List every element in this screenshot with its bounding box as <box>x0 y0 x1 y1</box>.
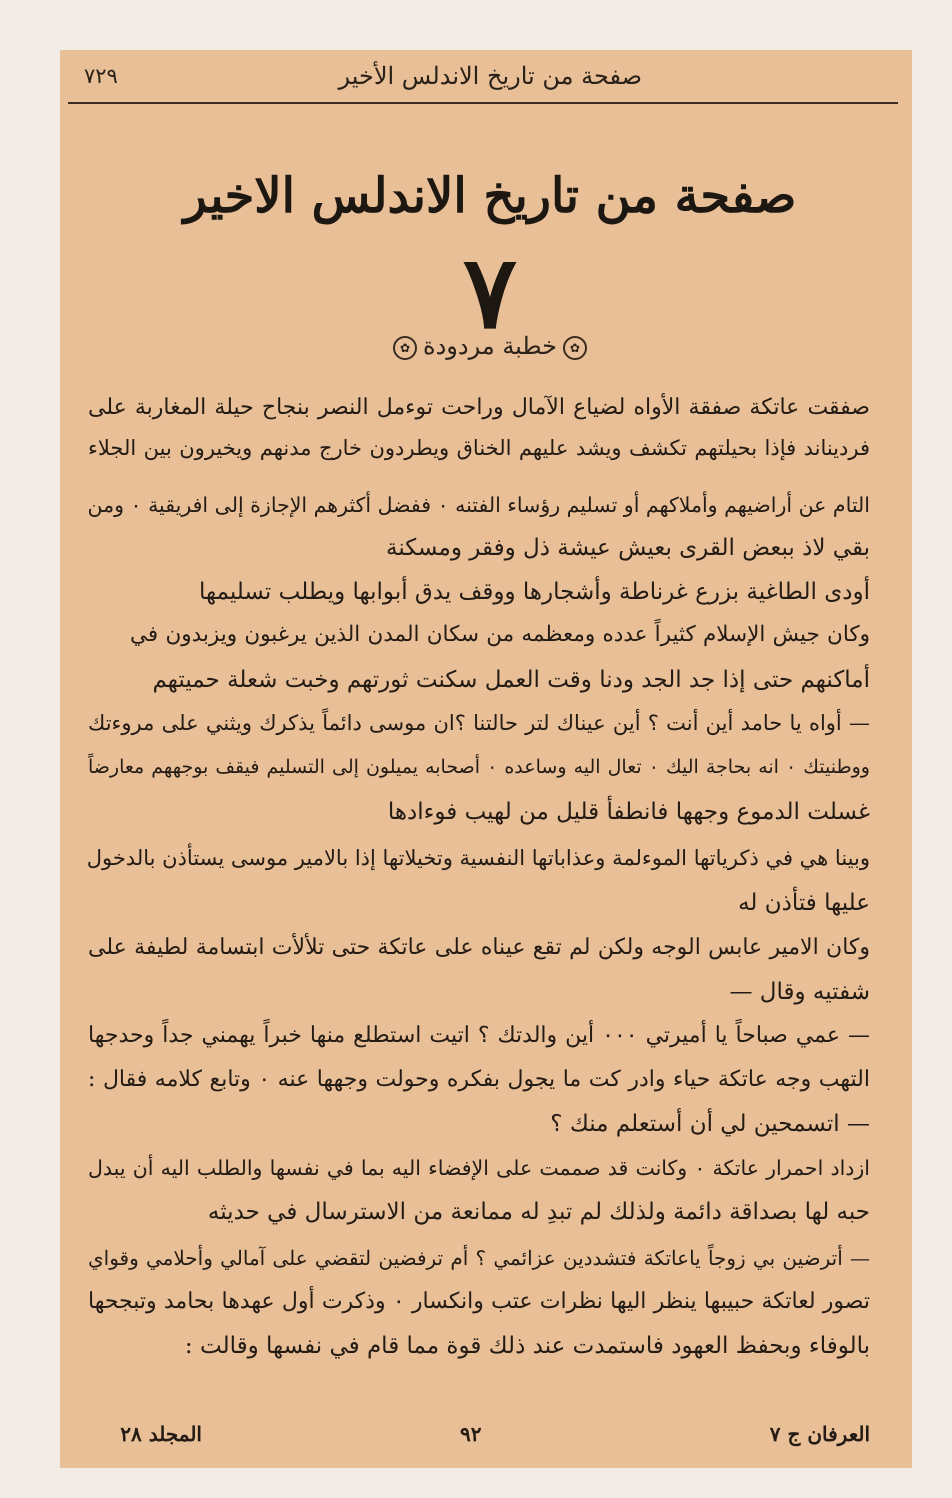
text-line: وكان جيش الإسلام كثيراً عدده ومعظمه من سكان المدن الذين يرغبون ويزبدون في <box>130 622 870 647</box>
magazine-page <box>60 50 912 1468</box>
text-line: ووطنيتك ٠ انه بحاجة اليك ٠ تعال اليه وساعده ٠ أصحابه يميلون إلى التسليم فيقف بوجههم معارضاً <box>88 756 870 778</box>
text-line: صفقت عاتكة صفقة الأواه لضياع الآمال وراحت توءمل النصر بنجاح حيلة المغاربة على <box>88 395 870 420</box>
page-header <box>60 50 912 102</box>
flower-ornament-icon: ✿ <box>563 336 587 360</box>
text-line: — أواه يا حامد أين أنت ؟ أين عيناك لتر حالتنا ؟ان موسى دائماً يذكرك ويثني على مروءتك <box>88 711 870 735</box>
text-line: شفتيه وقال — <box>729 979 870 1005</box>
text-line: غسلت الدموع وجهها فانطفأ قليل من لهيب فوءادها <box>387 799 870 825</box>
text-line: فرديناند فإذا بحيلتهم تكشف ويشد عليهم الخناق ويطردون خارج مدنهم ويخيرون بين الجلاء <box>88 436 870 460</box>
flower-ornament-icon: ✿ <box>393 336 417 360</box>
text-line: التام عن أراضيهم وأملاكهم أو تسليم رؤساء الفتنه ٠ ففضل أكثرهم الإجازة إلى افريقية ٠ ومن <box>87 493 870 517</box>
footer-page-number: ٩٢ <box>460 1422 482 1446</box>
footer-volume: المجلد ٢٨ <box>120 1422 202 1446</box>
text-line: — عمي صباحاً يا أميرتي ٠٠٠ أين والدتك ؟ اتيت استطلع منها خبراً يهمني جداً وحدجها <box>88 1023 871 1048</box>
text-line: حبه لها بصداقة دائمة ولذلك لم تبدِ له ممانعة من الاسترسال في حديثه <box>207 1199 870 1225</box>
text-line: بقي لاذ ببعض القرى بعيش عيشة ذل وفقر ومسكنة <box>386 535 870 561</box>
text-line: أودى الطاغية بزرع غرناطة وأشجارها ووقف يدق أبوابها ويطلب تسليمها <box>198 579 870 605</box>
running-title: صفحة من تاريخ الاندلس الأخير <box>338 62 642 90</box>
text-line: وكان الامير عابس الوجه ولكن لم تقع عيناه على عاتكة حتى تلألأت ابتسامة لطيفة على <box>88 935 870 960</box>
section-subtitle <box>360 332 620 360</box>
text-line: ازداد احمرار عاتكة ٠ وكانت قد صممت على الإفضاء اليه بما في نفسها والطلب اليه أن يبدل <box>88 1156 870 1180</box>
text-line: — أترضين بي زوجاً ياعاتكة فتشددين عزائمي ؟ أم ترفضين لتقضي على آمالي وأحلامي وقواي <box>88 1246 870 1270</box>
text-line: — اتسمحين لي أن أستعلم منك ؟ <box>550 1111 870 1137</box>
text-line: بالوفاء وبحفظ العهود فاستمدت عند ذلك قوة مما قام في نفسها وقالت : <box>184 1333 870 1359</box>
subtitle-text: خطبة مردودة <box>423 332 557 360</box>
footer-magazine-issue: العرفان ج ٧ <box>769 1422 870 1446</box>
part-number: ٧ <box>463 233 517 351</box>
text-line: أماكنهم حتى إذا جد الجد ودنا وقت العمل سكنت ثورتهم وخبت شعلة حميتهم <box>152 667 870 693</box>
header-divider <box>68 102 898 104</box>
text-line: التهب وجه عاتكة حياء وادر كت ما يجول بفكره وحولت وجهها عنه ٠ وتابع كلامه فقال : <box>88 1067 870 1092</box>
page-footer <box>60 1422 912 1462</box>
text-line: وبينا هي في ذكرياتها الموءلمة وعذاباتها النفسية وتخيلاتها إذا بالامير موسى يستأذن بالدخول <box>86 846 870 870</box>
header-page-number: ٧٢٩ <box>84 64 118 88</box>
article-title: صفحة من تاريخ الاندلس الاخير <box>183 168 797 224</box>
text-line: عليها فتأذن له <box>738 890 870 916</box>
text-line: تصور لعاتكة حبيبها ينظر اليها نظرات عتب وانكسار ٠ وذكرت أول عهدها بحامد وتبجحها <box>88 1289 870 1314</box>
